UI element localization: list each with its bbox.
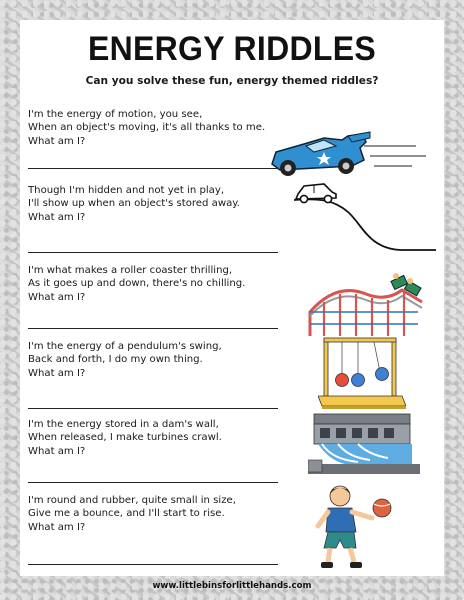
riddle-4 [20, 340, 444, 416]
riddle-line: When an object's moving, it's all thanks to me. [28, 122, 266, 134]
page-subtitle: Can you solve these fun, energy themed riddles? [85, 75, 379, 87]
riddle-5 [20, 418, 444, 494]
riddle-line: What am I? [28, 211, 86, 223]
answer-line[interactable] [28, 328, 278, 329]
answer-line[interactable] [28, 408, 278, 409]
riddle-line: I'm the energy of a pendulum's swing, [28, 341, 222, 352]
page-title: ENERGY RIDDLES [87, 28, 377, 68]
worksheet-page [20, 20, 444, 576]
riddle-line: Give me a bounce, and I'll start to rise. [28, 508, 225, 520]
riddle-line: Back and forth, I do my own thing. [28, 354, 203, 366]
footer-website: www.littlebinsforlittlehands.com [152, 581, 312, 591]
answer-line[interactable] [28, 564, 278, 565]
riddle-3 [20, 264, 444, 340]
riddle-line: What am I? [28, 135, 86, 147]
riddle-line: I'm round and rubber, quite small in size, [28, 495, 236, 506]
riddle-6 [20, 494, 444, 570]
riddle-line: What am I? [28, 521, 86, 533]
riddle-line: What am I? [28, 445, 86, 457]
riddle-line: What am I? [28, 367, 86, 379]
riddle-line: I'm the energy stored in a dam's wall, [28, 419, 219, 430]
riddle-line: I'll show up when an object's stored away. [28, 198, 240, 210]
riddle-line: What am I? [28, 291, 86, 303]
answer-line[interactable] [28, 168, 278, 169]
riddle-line: As it goes up and down, there's no chilling. [28, 278, 246, 290]
riddle-line: When released, I make turbines crawl. [28, 432, 222, 444]
riddle-2 [20, 184, 444, 260]
car-on-hill-icon [290, 172, 438, 256]
dam-icon [308, 408, 420, 478]
roller-coaster-icon [306, 272, 426, 338]
riddle-line: Though I'm hidden and not yet in play, [28, 185, 225, 196]
riddle-line: I'm what makes a roller coaster thrilling, [28, 265, 233, 276]
boy-with-ball-icon [310, 484, 406, 570]
answer-line[interactable] [28, 482, 278, 483]
answer-line[interactable] [28, 252, 278, 253]
riddle-line: I'm the energy of motion, you see, [28, 109, 203, 120]
pendulum-icon [318, 336, 406, 410]
